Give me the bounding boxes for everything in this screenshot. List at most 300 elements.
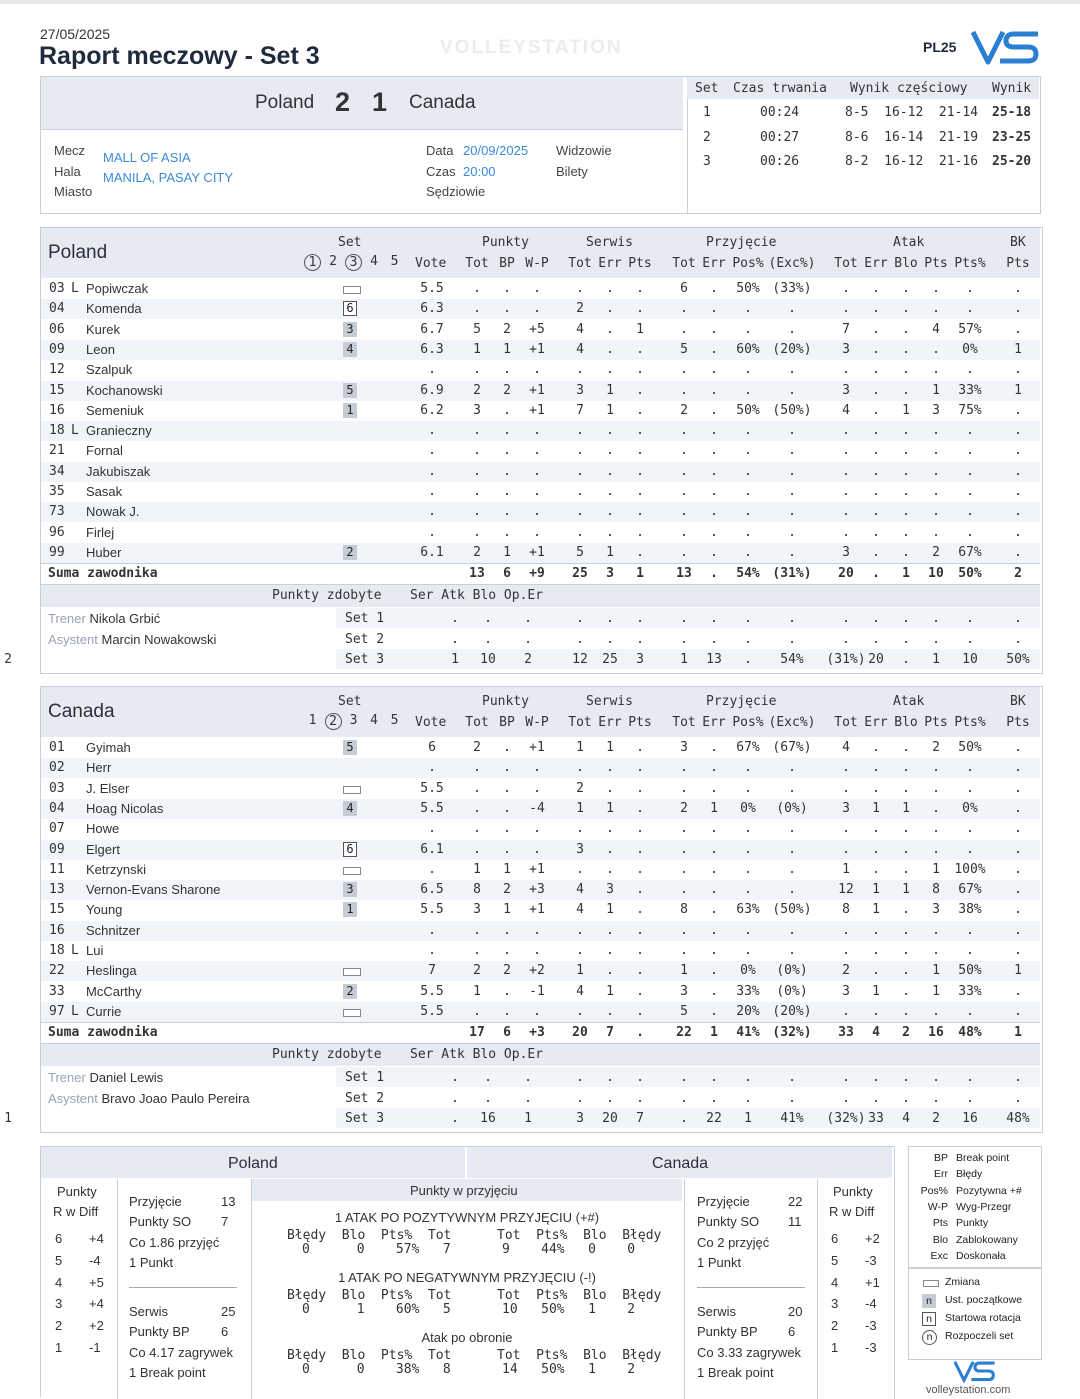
stat-cell: . [1014,524,1022,540]
watermark: VOLLEYSTATION [440,37,623,58]
stat-cell: . [503,1003,511,1019]
player-row [41,279,1040,299]
legend-desc: Punkty [956,1217,989,1230]
stat-cell: . [533,841,541,857]
stat-cell: 3 [680,983,688,999]
stat-cell: . [606,1003,614,1019]
stat-cell: . [473,484,481,499]
set-summary-cell: 25 [602,651,618,667]
stat-cell: . [710,963,718,979]
summary-label: Punkty BP [697,1324,758,1339]
stat-cell: 1 [932,963,940,979]
player-row [41,779,1040,799]
stat-cell: 1 [872,983,880,999]
stat-cell: 60% [736,341,760,357]
stat-cell: . [576,861,584,877]
stat-cell: . [636,861,644,877]
player-name: Komenda [86,301,142,317]
sum-cell: (31%) [772,566,812,582]
set-number-header [304,254,321,271]
player-number: 16 [49,402,65,418]
rotation-number: 3 [831,1296,839,1312]
sum-cell: 22 [676,1025,692,1041]
stat-cell: . [710,402,718,418]
stat-cell: . [428,524,436,540]
stat-cell: . [710,524,718,540]
stat-cell: +1 [529,402,545,418]
sum-row [41,1022,1040,1044]
stat-cell: . [1014,544,1022,560]
stat-cell: . [788,382,796,398]
stat-cell: . [576,423,584,439]
stat-cell: (67%) [772,740,812,755]
stat-cell: . [636,943,644,958]
set-number-header: 2 [329,254,337,269]
stat-cell: . [1014,821,1022,837]
player-number: 15 [49,902,65,918]
sum-cell: . [636,1025,644,1041]
stat-cell: 67% [958,544,982,560]
set-summary-cell: . [484,1090,492,1106]
stat-cell: . [503,281,511,296]
stat-cell: . [788,821,796,837]
stat-cell: 1 [680,963,688,979]
summary-label: 1 Break point [129,1365,206,1380]
points-scored-label: Punkty zdobyte [272,588,382,604]
stat-cell: . [710,841,718,857]
stat-cell: 4 [576,341,584,357]
sub-header: Pts [628,715,652,730]
stat-cell: . [576,760,584,776]
starting-position-marker: 5 [343,383,357,398]
stat-cell: . [636,841,644,857]
volleystation-logo [970,26,1042,73]
stat-cell: . [932,922,940,938]
set-summary-cell: . [872,1090,880,1106]
stat-cell: . [680,922,688,938]
score-strip [41,77,683,130]
stat-cell: . [966,1003,974,1019]
stat-cell: . [576,821,584,837]
stat-cell: (33%) [772,281,812,296]
stat-cell: -1 [529,983,545,999]
stat-cell: . [744,362,752,378]
stat-cell: . [872,484,880,499]
stat-cell: 1 [842,861,850,877]
stat-cell: . [636,780,644,796]
set-number-header: 1 [308,713,317,728]
starting-position-marker: 4 [343,342,357,357]
coach-name: Nikola Grbić [89,611,161,627]
set-summary-cell: 7 [636,1110,644,1126]
set-summary-cell: . [606,631,614,647]
set-summary-cell: . [451,1070,459,1086]
stat-cell: 67% [958,882,982,898]
player-row [41,840,1040,860]
rotation-diff: +4 [89,1296,104,1312]
stat-cell: . [1014,321,1022,337]
stat-cell: 1 [473,341,481,357]
mecz-label: Mecz [54,143,86,158]
stat-cell: 2 [503,382,511,398]
set-col-partial: Wynik częściowy [850,81,968,96]
summary-label: Punkty SO [697,1214,760,1229]
stat-cell: . [744,943,752,958]
starting-swatch: n [922,1294,936,1308]
stat-cell: . [902,524,910,540]
set-summary-cell: . [966,611,974,627]
stat-cell: 3 [842,800,850,816]
stat-cell: . [1014,740,1022,755]
set-summary-cell: 2 [524,651,532,667]
sub-header: Tot [465,256,489,271]
stat-cell: 5.5 [420,800,444,816]
stat-cell: 12 [838,882,854,898]
set-summary-label: Set 2 [345,1090,385,1106]
points-scored-cols: Ser Atk Blo Op.Er [410,1047,544,1063]
stat-cell: 5.5 [420,1003,444,1019]
stat-cell: . [636,443,644,459]
stat-cell: . [503,443,511,459]
stat-cell: . [503,301,511,317]
sub-header: Pts [1006,715,1030,730]
stat-cell: . [842,281,850,296]
stat-cell: . [842,484,850,499]
stat-cell: . [503,841,511,857]
stat-cell: 6.3 [420,341,444,357]
data-label: Data [426,143,454,158]
summary-label: Przyjęcie [129,1194,182,1209]
summary-value: 6 [788,1324,796,1339]
stat-cell: +5 [529,321,545,337]
sub-header: Err [864,715,888,730]
stat-cell: 1 [636,321,644,337]
stat-cell: . [932,760,940,776]
stat-cell: 3 [842,341,850,357]
sub-header: Err [598,715,622,730]
stat-cell: . [606,963,614,979]
stat-cell: 38% [958,902,982,918]
stat-cell: . [744,443,752,459]
stat-cell: . [680,841,688,857]
player-number: 11 [49,861,65,877]
legend2-desc: Startowa rotacja [945,1312,1021,1324]
player-name: Currie [86,1003,122,1019]
set-summary-cell: . [680,1110,688,1126]
stat-cell: . [473,922,481,938]
rotation-diff: -1 [89,1340,101,1355]
page-title: Raport meczowy - Set 3 [39,42,320,70]
stat-cell: . [744,861,752,877]
libero-marker: L [71,1003,79,1019]
player-number: 09 [49,341,65,357]
stat-cell: . [606,321,614,337]
set-summary-label: Set 3 [345,651,385,667]
starting-position-marker: 4 [343,801,357,816]
set-summary-cell: 1 [680,651,688,667]
stat-cell: . [533,504,541,520]
miasto-value: MANILA, PASAY CITY [103,170,234,185]
stat-cell: 7 [428,963,436,979]
stat-cell: . [606,504,614,520]
stat-cell: . [902,841,910,857]
stat-cell: 3 [473,402,481,418]
sub-header: Err [598,256,622,271]
player-row [41,320,1040,340]
stat-cell: 8 [932,882,940,898]
substitution-marker [343,968,361,976]
stat-cell: . [744,301,752,317]
stat-cell: 4 [842,740,850,755]
substitution-marker [343,786,361,794]
stat-cell: . [744,423,752,439]
assistant-coach [48,632,216,647]
legend2-desc: Zmiana [945,1276,981,1288]
stat-cell: . [842,780,850,796]
stat-cell: . [428,861,436,877]
set-summary-cell: 1 [744,1110,752,1126]
player-number: 35 [49,484,65,499]
stat-cell: . [1014,800,1022,816]
rotation-number: 4 [831,1274,839,1290]
set-result: 23-25 [992,129,1032,145]
stat-cell: . [428,943,436,958]
stat-cell: . [606,362,614,378]
footer-url: volleystation.com [926,1384,1011,1396]
serwis-header: Serwis [586,694,633,709]
stat-cell: . [932,463,940,479]
stat-cell: . [932,524,940,540]
stat-cell: . [473,524,481,540]
player-row [41,401,1040,421]
set-summary-cell: . [606,1070,614,1086]
team-a-score: 2 [335,87,351,117]
stat-cell: . [1014,443,1022,459]
set-summary-cell: . [680,631,688,647]
stat-cell: 1 [606,382,614,398]
summary-label: Serwis [129,1304,169,1319]
sum-cell: 17 [469,1025,485,1041]
stat-cell: 63% [736,902,760,918]
rotation-number: 6 [831,1231,839,1246]
player-row [41,462,1040,482]
stat-cell: . [710,321,718,337]
player-number: 01 [49,740,65,755]
set-summary-cell: 1 [451,651,459,667]
stat-cell: . [902,321,910,337]
stat-cell: 1 [576,800,584,816]
set-summary-cell: . [606,611,614,627]
set-summary-cell: . [932,611,940,627]
rotation-number: 5 [55,1252,63,1268]
summary-label: Punkty BP [129,1324,190,1339]
stat-cell: 1 [606,902,614,918]
set-summary-cell: . [636,611,644,627]
sub-header: Blo [894,256,918,271]
stat-cell: . [744,504,752,520]
stat-cell: . [1014,760,1022,776]
stat-cell: . [788,861,796,877]
legend-abbr: W-P [927,1200,948,1213]
set-summary-cell: 1 [524,1110,532,1126]
legend-desc: Pozytywna +# [956,1184,1022,1197]
punkty-label: Punkty [57,1184,97,1199]
stat-cell: . [902,922,910,938]
set-summary-cell: 20 [868,651,884,667]
sub-header: Pts [628,256,652,271]
stat-cell: 20% [736,1003,760,1019]
set-summary-cell: . [872,611,880,627]
stat-cell: . [902,443,910,459]
legend2-desc: Ust. początkowe [945,1294,1023,1306]
set-summary-cell: . [576,1090,584,1106]
player-number: 16 [49,922,65,938]
sub-header: Tot [465,715,489,730]
stat-cell: . [636,544,644,560]
sub-header: Pts% [954,256,986,271]
coach-name: Daniel Lewis [89,1070,164,1086]
summary-value: 6 [221,1324,229,1339]
stat-cell: . [744,882,752,898]
stat-cell: . [636,281,644,296]
set-summary-cell: . [636,1070,644,1086]
sum-cell: 3 [606,566,614,582]
stat-cell: . [428,922,436,938]
stat-cell: . [680,821,688,837]
set-partial-score: 8-2 16-12 21-16 [845,154,979,169]
coach-label: Trener [48,611,86,627]
stat-cell: . [576,443,584,459]
stat-cell: . [576,943,584,958]
rwdiff-label: R w Diff [829,1204,875,1219]
circled-set-number: 2 [325,713,342,730]
stat-cell: . [503,943,511,958]
summary-label: 1 Punkt [697,1255,742,1270]
set-number-header: 5 [390,713,399,728]
stat-cell: . [533,301,541,317]
rotation-diff: -4 [89,1252,101,1268]
stat-cell: . [576,484,584,499]
right-stat-header: Tot Pts% Blo Błędy [497,1288,662,1303]
stat-cell: . [932,800,940,816]
stat-cell: 3 [932,902,940,918]
stat-cell: . [680,544,688,560]
set-summary-cell: 48% [1006,1110,1030,1126]
stat-cell: 2 [932,740,940,755]
stat-cell: . [966,760,974,776]
set-number-header: 4 [370,713,378,728]
set-summary-cell: . [902,611,910,627]
set-summary-cell: . [902,651,910,667]
stat-cell: (20%) [772,1003,812,1019]
set-duration: 00:27 [760,129,800,145]
stat-cell: . [606,524,614,540]
stat-cell: . [966,821,974,837]
stat-cell: . [710,301,718,317]
stat-cell: 2 [473,544,481,560]
stat-cell: . [744,922,752,938]
stat-cell: . [473,821,481,837]
stat-cell: . [636,382,644,398]
sub-header: W-P [525,256,549,271]
stat-cell: 2 [503,882,511,898]
set-summary-cell: . [576,631,584,647]
stat-cell: 1 [576,963,584,979]
player-number: 03 [49,281,65,296]
player-row [41,441,1040,461]
stat-cell: 57% [958,321,982,337]
sum-cell: 16 [928,1025,944,1041]
stat-cell: . [473,943,481,958]
summary-label: 1 Break point [697,1365,774,1380]
rotation-diff: +4 [89,1231,104,1246]
set-col-time: Czas trwania [733,81,827,96]
summary-label: Przyjęcie [697,1194,750,1209]
libero-marker: L [71,943,79,958]
stat-cell: . [503,821,511,837]
set-summary-cell: . [932,631,940,647]
stat-cell: . [932,341,940,357]
head-coach [48,1070,163,1085]
player-name: Young [86,902,123,918]
sum-cell: . [872,566,880,582]
set-summary-cell: 2 [4,651,12,667]
stat-cell: 50% [958,740,982,755]
stat-cell: . [533,821,541,837]
stat-cell: 1 [473,983,481,999]
player-number: 15 [49,382,65,398]
stat-cell: . [503,362,511,378]
set-summary-cell: . [484,611,492,627]
sub-header: BP [499,256,515,271]
stat-cell: 1 [932,983,940,999]
stat-cell: 5.5 [420,780,444,796]
rotation-diff: -3 [865,1318,877,1334]
stat-cell: 6.1 [420,544,444,560]
substitution-marker [343,1009,361,1017]
stat-cell: +1 [529,382,545,398]
right-stat-header: Tot Pts% Blo Błędy [497,1228,662,1243]
punkty-header: Punkty [482,235,529,250]
stat-cell: 6.5 [420,882,444,898]
set-summary-cell: . [842,631,850,647]
stat-cell: . [932,362,940,378]
stat-cell: . [636,922,644,938]
starting-position-marker: 2 [343,545,357,560]
stat-cell: . [872,402,880,418]
stat-cell: . [533,922,541,938]
player-row [41,900,1040,920]
stat-cell: . [902,943,910,958]
set-partial-score: 8-6 16-14 21-19 [845,129,979,145]
set-summary-cell: . [524,611,532,627]
stat-cell: . [966,524,974,540]
hala-value: MALL OF ASIA [103,150,191,165]
sub-header: Err [702,715,726,730]
player-row [41,961,1040,981]
czas-label: Czas [426,164,456,179]
stat-cell: . [680,861,688,877]
stat-cell: . [636,760,644,776]
set-number-header [345,254,362,271]
set-summary-label: Set 3 [345,1110,385,1126]
stat-cell: . [788,301,796,317]
set-number: 3 [703,154,711,169]
stat-cell: . [710,484,718,499]
player-name: Vernon-Evans Sharone [86,882,221,898]
stat-cell: 3 [576,382,584,398]
stat-cell: . [902,463,910,479]
